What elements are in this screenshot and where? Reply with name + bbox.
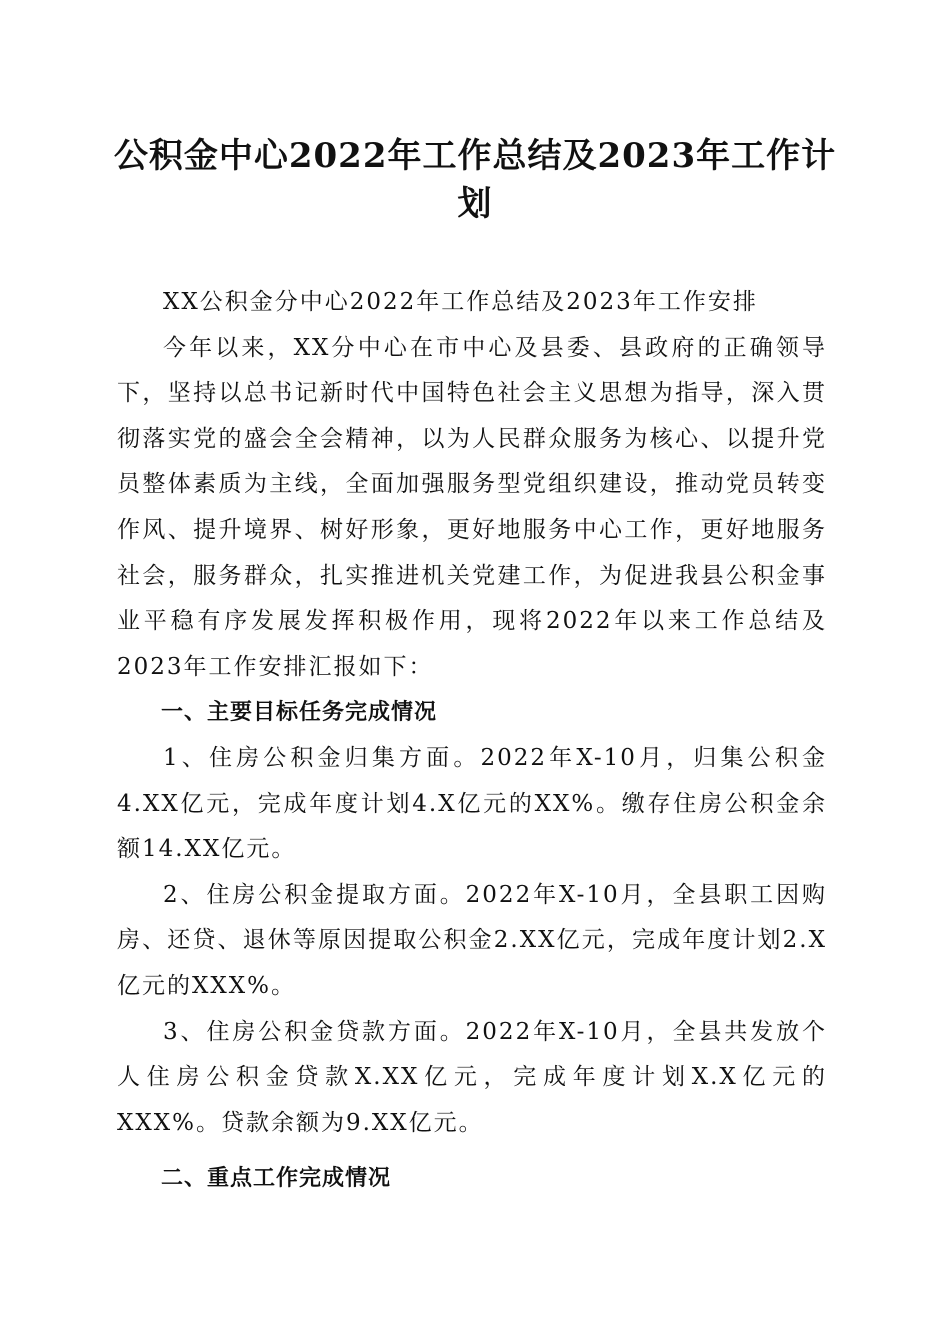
intro-paragraph: 今年以来，XX分中心在市中心及县委、县政府的正确领导下，坚持以总书记新时代中国特色社会主义思想为指导，深入贯彻落实党的盛会全会精神，以为人民群众服务为核心、以提升党员整体素质为主线，全面加强服务型党组织建设，推动党员转变作风、提升境界、树好形象，更好地服务中心工作，更好地服务社会，服务群众，扎实推进机关党建工作，为促进我县公积金事业平稳有序发展发挥积极作用，现将2022年以来工作总结及2023年工作安排汇报如下： [117,334,827,680]
section-heading-1: 一、主要目标任务完成情况 [161,700,438,726]
section-heading-2: 二、重点工作完成情况 [161,1166,392,1192]
document-body [117,280,827,1202]
item-paragraph-2: 2、住房公积金提取方面。2022年X-10月，全县职工因购房、还贷、退休等原因提取公积金2.XX亿元，完成年度计划2.X亿元的XXX%。 [117,881,827,999]
item-paragraph-3: 3、住房公积金贷款方面。2022年X-10月，全县共发放个人住房公积金贷款X.XX亿元，完成年度计划X.X亿元的XXX%。贷款余额为9.XX亿元。 [117,1018,827,1136]
item-paragraph-1: 1、住房公积金归集方面。2022年X-10月，归集公积金4.XX亿元，完成年度计划4.X亿元的XX%。缴存住房公积金余额14.XX亿元。 [117,744,827,863]
document-subtitle: XX公积金分中心2022年工作总结及2023年工作安排 [163,289,758,315]
document-title: 公积金中心2022年工作总结及2023年工作计划 [113,136,837,224]
